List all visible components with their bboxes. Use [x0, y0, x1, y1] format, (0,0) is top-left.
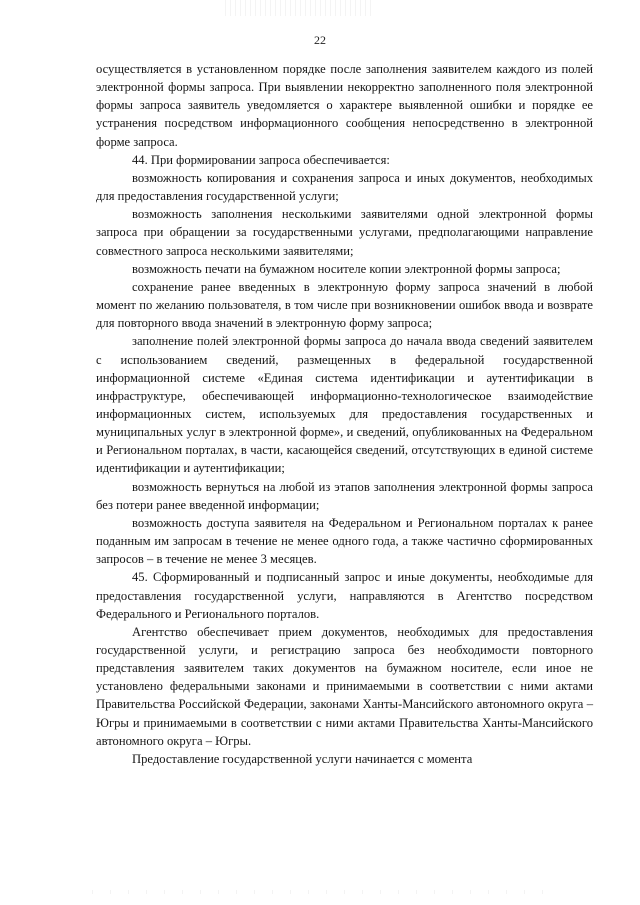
paragraph-item-45: 45. Сформированный и подписанный запрос и иные документы, необходимые для предоставления государственной услуги, направляются в Агентство посредством Федерального и Регионального порталов.	[96, 570, 593, 621]
scan-artifact-top	[225, 0, 375, 16]
paragraph-item-44: 44. При формировании запроса обеспечивается:	[132, 152, 390, 167]
paragraph-continuation: осуществляется в установленном порядке после заполнения заявителем каждого из полей электронной формы запроса. При выявлении некорректно заполненного поля электронной формы запроса заявитель уведомляется о характере выявленной ошибки и порядке ее устранения посредством информационного сообщения непосредственно в электронной форме запроса.	[96, 62, 593, 149]
paragraph-print-copy: возможность печати на бумажном носителе копии электронной формы запроса;	[132, 261, 561, 276]
paragraph-return-stage: возможность вернуться на любой из этапов заполнения электронной формы запроса без потери ранее введенной информации;	[96, 479, 593, 512]
paragraph-service-start: Предоставление государственной услуги начинается с момента	[132, 751, 473, 766]
paragraph-multiple-applicants: возможность заполнения несколькими заявителями одной электронной формы запроса при обращении за государственными услугами, предполагающими направление совместного запроса несколькими заявителями;	[96, 207, 593, 258]
scan-artifact-bottom	[92, 890, 552, 894]
paragraph-autofill: заполнение полей электронной формы запроса до начала ввода сведений заявителем с использованием сведений, размещенных в федеральной государственной информационной системе «Единая система идентификации и аутентификации в инфраструктуре, обеспечивающей информационно-технологическое взаимодействие информационных систем, используемых для предоставления государственных и муниципальных услуг в электронной форме», и сведений, опубликованных на Федеральном и Региональном порталах, в части, касающейся сведений, отсутствующих в единой системе идентификации и аутентификации;	[96, 334, 593, 476]
paragraph-agency-acceptance: Агентство обеспечивает прием документов, необходимых для предоставления государственной услуги, и регистрацию запроса без необходимости повторного представления заявителем таких документов на бумажном носителе, если иное не установлено федеральными законами и принимаемыми в соответствии с ними актами Правительства Российской Федерации, законами Ханты-Мансийского автономного округа – Югры и принимаемыми в соответствии с ними актами Правительства Ханты-Мансийского автономного округа – Югры.	[96, 624, 593, 748]
page-number: 22	[314, 33, 326, 47]
paragraph-save-entered-values: сохранение ранее введенных в электронную форму запроса значений в любой момент по желанию пользователя, в том числе при возникновении ошибок ввода и возврате для повторного ввода значений в электронную форму запроса;	[96, 279, 593, 331]
paragraph-copy-save: возможность копирования и сохранения запроса и иных документов, необходимых для предоставления государственной услуги;	[96, 170, 593, 204]
document-body	[96, 60, 593, 768]
paragraph-access-previous-requests: возможность доступа заявителя на Федеральном и Региональном порталах к ранее поданным им запросам в течение не менее одного года, а также частично сформированных запросов – в течение не менее 3 месяцев.	[96, 515, 593, 567]
